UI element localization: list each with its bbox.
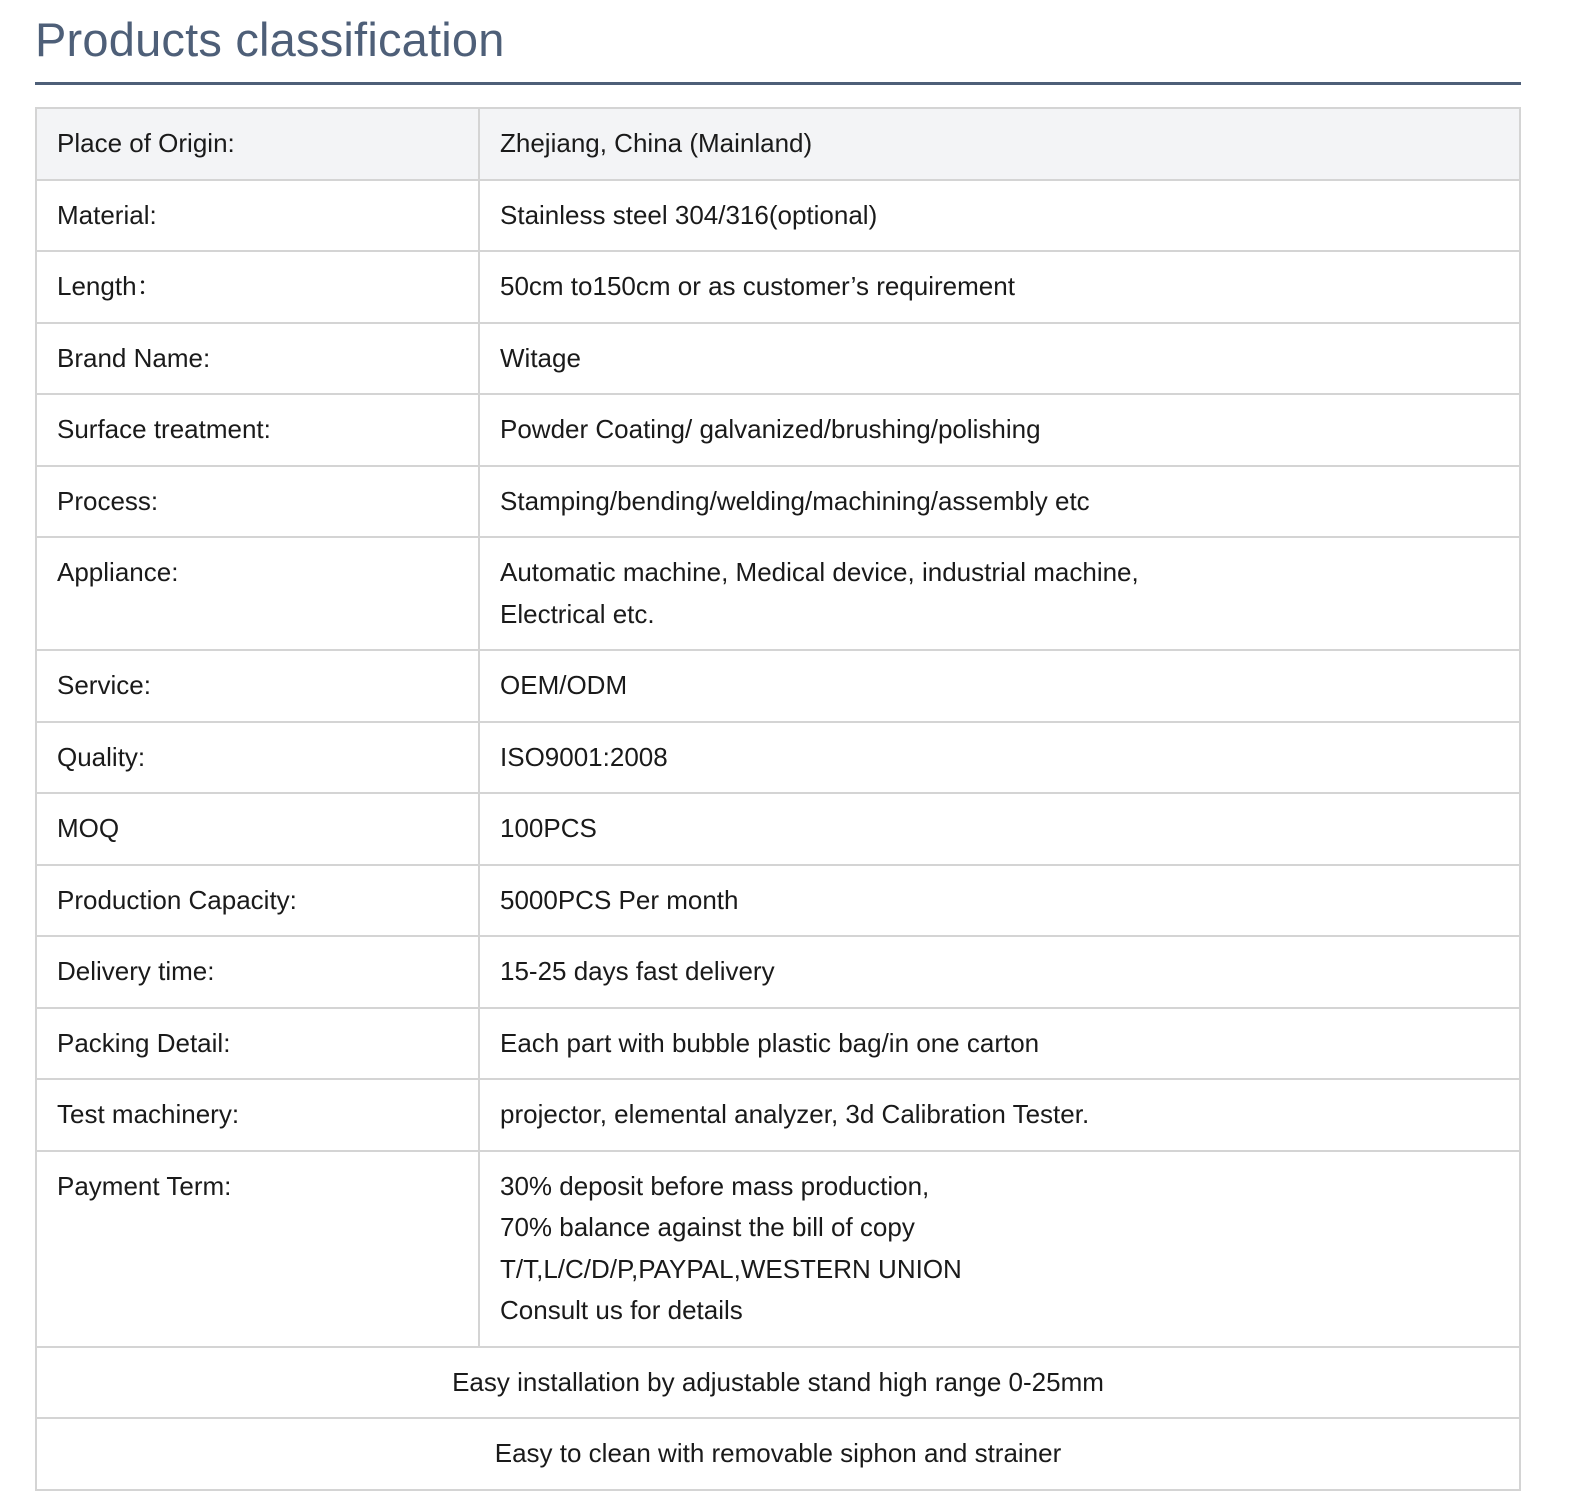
spec-value-line: OEM/ODM: [500, 670, 628, 700]
spec-value-line: 70% balance against the bill of copy: [500, 1212, 915, 1242]
feature-note: Easy to clean with removable siphon and strainer: [36, 1418, 1520, 1490]
spec-value-line: 15-25 days fast delivery: [500, 956, 775, 986]
spec-value-line: ISO9001:2008: [500, 741, 668, 772]
spec-value-line: 5000PCS Per month: [500, 884, 739, 915]
spec-value-line: projector, elemental analyzer, 3d Calibration Tester.: [500, 1099, 1090, 1129]
feature-note: Easy installation by adjustable stand high range 0-25mm: [36, 1347, 1520, 1419]
spec-value: [479, 722, 1520, 794]
spec-value-line: Witage: [500, 342, 581, 373]
spec-value-line: Electrical etc.: [500, 598, 655, 629]
spec-value-line: Powder Coating/ galvanized/brushing/polishing: [500, 414, 1041, 444]
spec-label: Length：: [36, 251, 479, 323]
spec-value: [479, 394, 1520, 466]
spec-row: [36, 537, 1520, 650]
spec-label: Production Capacity:: [36, 865, 479, 937]
spec-value: [479, 865, 1520, 937]
spec-value: [479, 936, 1520, 1008]
spec-label: Appliance:: [36, 537, 479, 650]
spec-label: Packing Detail:: [36, 1008, 479, 1080]
spec-value: [479, 537, 1520, 650]
spec-value-line: Stamping/bending/welding/machining/assembly etc: [500, 485, 1090, 516]
spec-value-line: Consult us for details: [500, 1295, 743, 1325]
page-title: Products classification: [35, 13, 505, 66]
spec-row: [36, 1008, 1520, 1080]
spec-label: Place of Origin:: [36, 108, 479, 180]
spec-row: [36, 466, 1520, 538]
spec-row: [36, 180, 1520, 252]
spec-value-line: 30% deposit before mass production,: [500, 1170, 930, 1201]
spec-table: [35, 107, 1521, 1491]
spec-value-line: 100PCS: [500, 813, 597, 843]
spec-row: [36, 394, 1520, 466]
spec-row: [36, 1079, 1520, 1151]
spec-value-line: Automatic machine, Medical device, industrial machine,: [500, 557, 1139, 587]
spec-label: Quality:: [36, 722, 479, 794]
spec-row: [36, 936, 1520, 1008]
spec-row: [36, 108, 1520, 180]
spec-label: Test machinery:: [36, 1079, 479, 1151]
spec-row: [36, 650, 1520, 722]
spec-row: [36, 793, 1520, 865]
spec-label: Surface treatment:: [36, 394, 479, 466]
spec-table-body: [36, 108, 1520, 1490]
spec-value-line: T/T,L/C/D/P,PAYPAL,WESTERN UNION: [500, 1253, 962, 1284]
spec-value: [479, 466, 1520, 538]
spec-value: [479, 323, 1520, 395]
spec-row: [36, 1151, 1520, 1347]
spec-row: [36, 722, 1520, 794]
spec-row: [36, 865, 1520, 937]
spec-value-line: Each part with bubble plastic bag/in one carton: [500, 1027, 1040, 1058]
spec-value: [479, 1079, 1520, 1151]
spec-value-line: 50cm to150cm or as customer’s requirement: [500, 271, 1015, 301]
spec-row: [36, 251, 1520, 323]
spec-value: [479, 251, 1520, 323]
title-underline: [35, 82, 1521, 85]
spec-value: [479, 1008, 1520, 1080]
spec-label: Brand Name:: [36, 323, 479, 395]
spec-value: [479, 108, 1520, 180]
spec-label: Payment Term:: [36, 1151, 479, 1347]
spec-label: Material:: [36, 180, 479, 252]
spec-value-line: Stainless steel 304/316(optional): [500, 199, 878, 230]
spec-value: [479, 1151, 1520, 1347]
feature-note-row: [36, 1418, 1520, 1490]
spec-value-line: Zhejiang, China (Mainland): [500, 128, 813, 158]
spec-label: Process:: [36, 466, 479, 538]
spec-value: [479, 793, 1520, 865]
spec-label: MOQ: [36, 793, 479, 865]
spec-label: Service:: [36, 650, 479, 722]
spec-value: [479, 650, 1520, 722]
spec-row: [36, 323, 1520, 395]
spec-label: Delivery time:: [36, 936, 479, 1008]
feature-note-row: [36, 1347, 1520, 1419]
spec-value: [479, 180, 1520, 252]
